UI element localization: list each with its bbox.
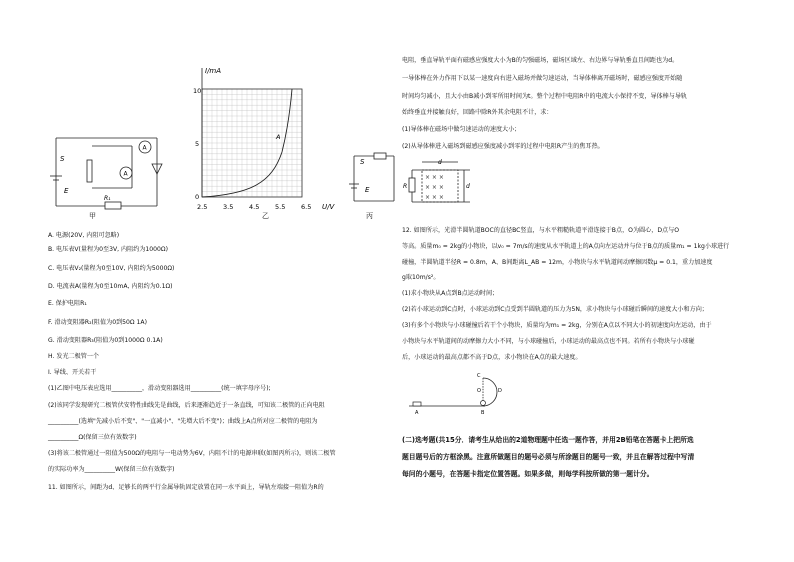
item-c: C. 电压表V₂(量程为0至10V, 内阻约为5000Ω): [48, 265, 175, 272]
item-f: F. 滑动变阻器R₂(阻值为0到50Ω 1A): [48, 319, 147, 326]
curve-label: A: [276, 133, 281, 141]
svg-text:S: S: [360, 158, 365, 166]
q10-line-3: __________(选填"先减小后不变"、"一直减小"、"先增大后不变")；曲线上A点所对应二极管的电阻为: [48, 418, 318, 425]
q11-cont-1: 电阻，垂直导轨平面有磁感应强度大小为B的匀强磁场，磁场区域左、右边界与导轨垂直且间距也为d。: [402, 57, 679, 64]
item-h: H. 发光二极管一个: [48, 353, 100, 360]
svg-text:R: R: [403, 183, 408, 190]
q11-sub-2: (2)从导体棒进入磁场到磁感应强度减小到零的过程中电阻R产生的焦耳热。: [402, 143, 604, 150]
q11-sub-1: (1)导体棒在磁场中做匀速运动的速度大小；: [402, 126, 521, 133]
q11-cont-4: 始终垂直并接触良好，回路中除R外其余电阻不计，求：: [402, 109, 553, 116]
svg-text:B: B: [481, 410, 485, 416]
circuit-figure-jia: [42, 128, 182, 213]
svg-text:S: S: [60, 155, 65, 163]
item-i: I. 导线、开关若干: [48, 369, 97, 376]
q11-cont-3: 时间均匀减小，且大小由B减小到零所用时间为t。整个过程中电阻R中的电流大小保持不变，导体棒与导轨: [402, 93, 688, 100]
svg-text:A: A: [123, 170, 128, 178]
item-a: A. 电源(20V, 内阻可忽略): [48, 232, 120, 239]
q12-line-8: 小物块与水平轨道间的动摩擦力大小不同，与小球碰撞后，小球运动的最高点也不同。若所有小物块与小球碰: [402, 338, 695, 345]
elective-section-line-1: (二)选考题(共15分．请考生从给出的2道物理题中任选一题作答，并用2B铅笔在答题卡上把所选: [402, 436, 694, 444]
svg-text:× × ×: × × ×: [425, 174, 444, 181]
svg-text:C: C: [477, 373, 481, 379]
circuit-figure-bing: [346, 146, 400, 212]
q11-cont-2: 一导体棒在外力作用下以某一速度向右进入磁场并做匀速运动，当导体棒离开磁场时，磁感应强度开始随: [402, 75, 683, 82]
svg-text:5.5: 5.5: [275, 203, 286, 211]
label-bing: 丙: [366, 212, 373, 220]
svg-text:d: d: [438, 159, 442, 166]
elective-section-line-2: 题目题号后的方框涂黑。注意所做题目的题号必须与所涂题目的题号一致，并且在解答过程中写清: [402, 453, 695, 461]
svg-text:4.5: 4.5: [249, 203, 260, 211]
item-e: E. 保护电阻R₁: [48, 300, 87, 307]
svg-text:D: D: [498, 388, 502, 394]
q11-start: 11. 如图所示，间距为d、足够长的两平行金属导轨固定放置在同一水平面上，导轨左端接一阻值为R的: [48, 484, 324, 491]
q10-line-6: 的实际功率为__________W(保留三位有效数字): [48, 466, 175, 473]
item-g: G. 滑动变阻器R₃(阻值为0到1000Ω 0.1A): [48, 337, 163, 344]
graph-figure-yi: [192, 62, 342, 212]
svg-text:A: A: [415, 410, 419, 416]
svg-text:3.5: 3.5: [223, 203, 234, 211]
q10-line-4: __________Ω(保留三位有效数字): [48, 434, 137, 441]
semicircle-track-figure: [405, 368, 505, 418]
svg-text:10: 10: [193, 87, 202, 95]
elective-section-line-3: 每问的小题号，在答题卡指定位置答题。如果多做，则每学科按所做的第一题计分。: [402, 470, 654, 478]
svg-text:E: E: [64, 187, 69, 195]
q12-line-4: g取10m/s²。: [402, 274, 440, 281]
q12-line-7: (3)有多个小物块与小球碰撞后若干个小物块，质量均为m₁ = 2kg，分别在A点以不同大小的初速度向左运动，由于: [402, 322, 712, 329]
svg-text:E: E: [365, 186, 370, 194]
item-b: B. 电压表V(量程为0至3V, 内阻约为1000Ω): [48, 246, 168, 253]
svg-text:0: 0: [195, 193, 200, 201]
svg-text:U/V: U/V: [322, 203, 335, 211]
svg-text:5: 5: [195, 140, 200, 148]
ylabel: I/mA: [205, 67, 222, 75]
q12-line-1: 12. 如图所示，光滑半圆轨道BOC的直径BC竖直，与水平粗糙轨道平滑连接于B点，O为圆心，D点与O: [402, 227, 680, 234]
q12-line-2: 等高。质量m₀ = 2kg的小物块，以v₀ = 7m/s的速度从水平轨道上的A点向左运动并与位于B点的质量m₁ = 1kg小球进行: [402, 243, 730, 250]
item-d: D. 电流表A(量程为0至10mA, 内阻约为0.1Ω): [48, 283, 173, 290]
svg-text:d: d: [466, 183, 470, 190]
svg-text:A: A: [142, 144, 147, 152]
label-yi: 乙: [262, 212, 269, 220]
q12-line-9: 后，小球运动的最高点都不高于D点，求小物块在A点的最大速度。: [402, 354, 582, 361]
q12-line-5: (1)求小物块从A点到B点运动时间；: [402, 290, 499, 297]
svg-text:O: O: [477, 388, 481, 394]
svg-text:× × ×: × × ×: [425, 184, 444, 191]
svg-text:2.5: 2.5: [197, 203, 208, 211]
svg-text:R₁: R₁: [104, 195, 111, 202]
svg-text:× × ×: × × ×: [425, 194, 444, 201]
q10-line-1: (1)乙图中电压表应选用__________，滑动变阻器选用__________(统一填字母序号);: [48, 385, 271, 392]
q12-line-3: 碰撞，半圆轨道半径R = 0.8m，A、B间距离L_AB = 12m，小物块与水平轨道间动摩擦因数μ = 0.1，重力加速度: [402, 259, 713, 266]
magnetic-field-figure: [400, 158, 480, 210]
q12-line-6: (2)若小球运动到C点时，小球运动到C点受到半圆轨道的压力为5N，求小物块与小球碰后瞬间的速度大小和方向；: [402, 306, 708, 313]
q10-line-2: (2)该同学发现研究二极管伏安特性曲线先是曲线，后来逐渐趋近于一条直线，可知该二极管的正向电阻: [48, 402, 325, 409]
svg-text:6.5: 6.5: [301, 203, 312, 211]
label-jia: 甲: [89, 212, 96, 220]
q10-line-5: (3)将该二极管通过一阻值为500Ω的电阻与一电动势为6V，内阻不计的电源串联(如图丙所示)，则该二极管: [48, 450, 336, 457]
